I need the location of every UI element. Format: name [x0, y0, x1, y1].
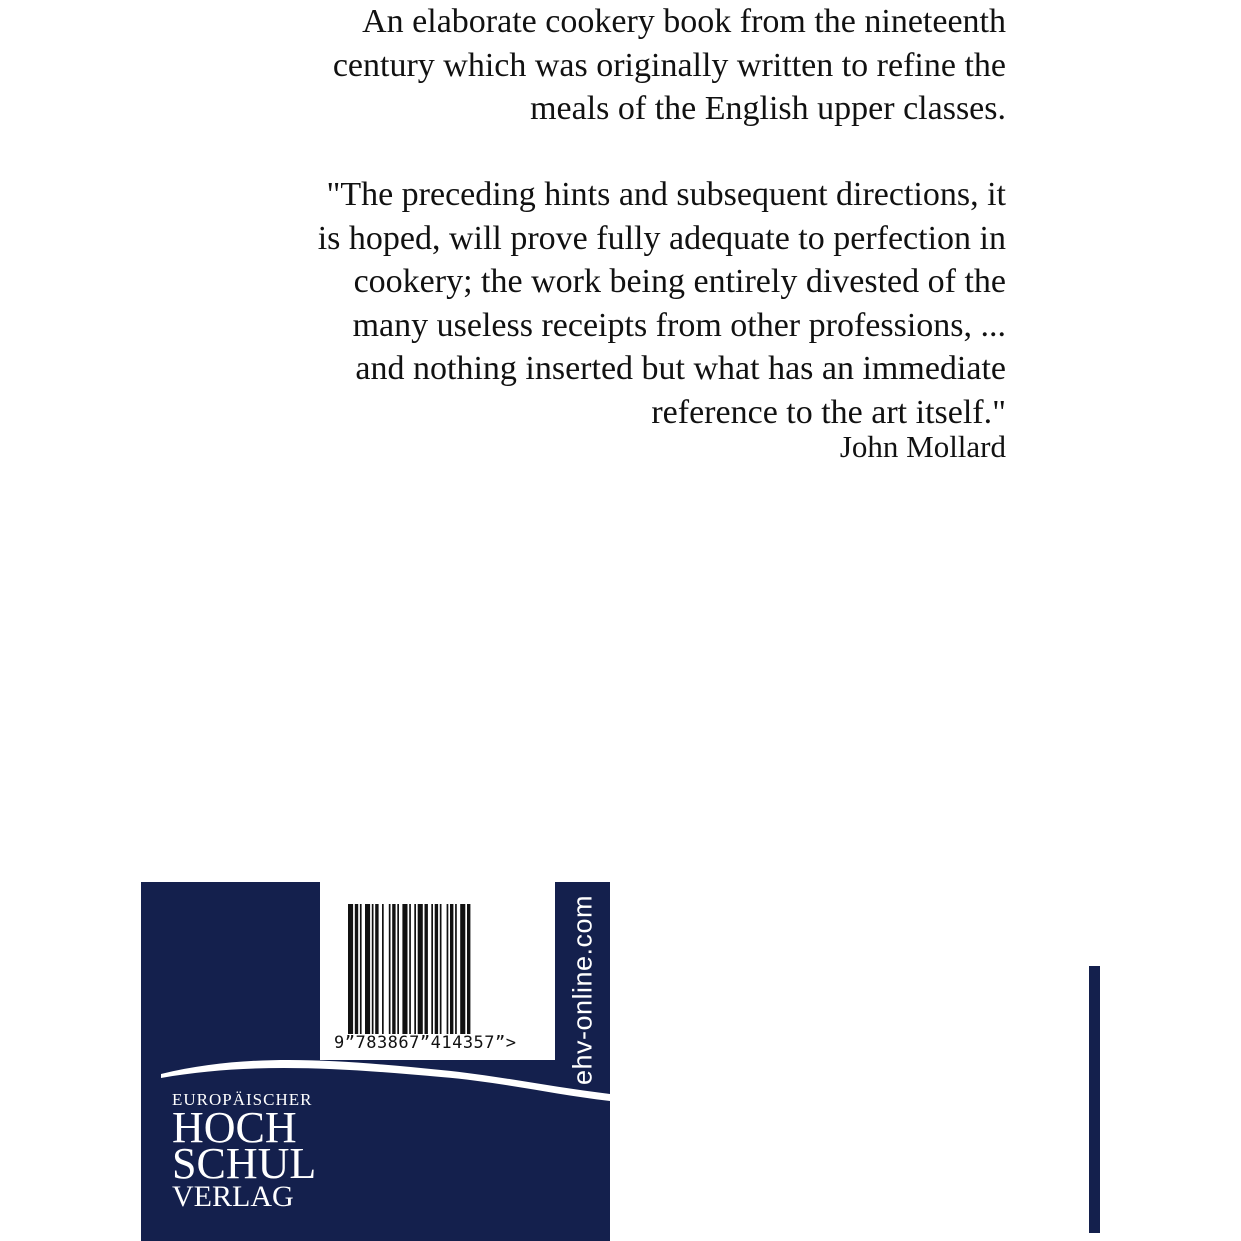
logo-line: SCHUL [172, 1139, 317, 1188]
barcode-number: 9”783867”414357”> [334, 1033, 517, 1053]
blurb-line: An elaborate cookery book from the nineteenth [362, 3, 1006, 40]
quote-line: and nothing inserted but what has an immediate [355, 350, 1006, 387]
logo-line: HOCH [172, 1103, 297, 1152]
quote-line: "The preceding hints and subsequent directions, it [326, 176, 1006, 213]
blurb-line: meals of the English upper classes. [530, 90, 1006, 127]
logo-line: EUROPÄISCHER [172, 1090, 313, 1109]
quote-author: John Mollard [839, 429, 1006, 464]
quote-text [186, 173, 1006, 434]
blurb-text [186, 0, 1006, 131]
logo-line: VERLAG [172, 1180, 294, 1213]
quote-line: cookery; the work being entirely divested of the [353, 263, 1006, 300]
publisher-website[interactable]: ehv-online.com [567, 894, 598, 1086]
quote-line: is hoped, will prove fully adequate to perfection in [317, 219, 1006, 257]
quote-line: many useless receipts from other professions, ... [352, 306, 1006, 344]
blurb-line: century which was originally written to refine the [332, 46, 1006, 84]
quote-line: reference to the art itself." [651, 393, 1006, 431]
spine-edge [1089, 966, 1100, 1233]
publisher-logo [172, 1090, 316, 1212]
